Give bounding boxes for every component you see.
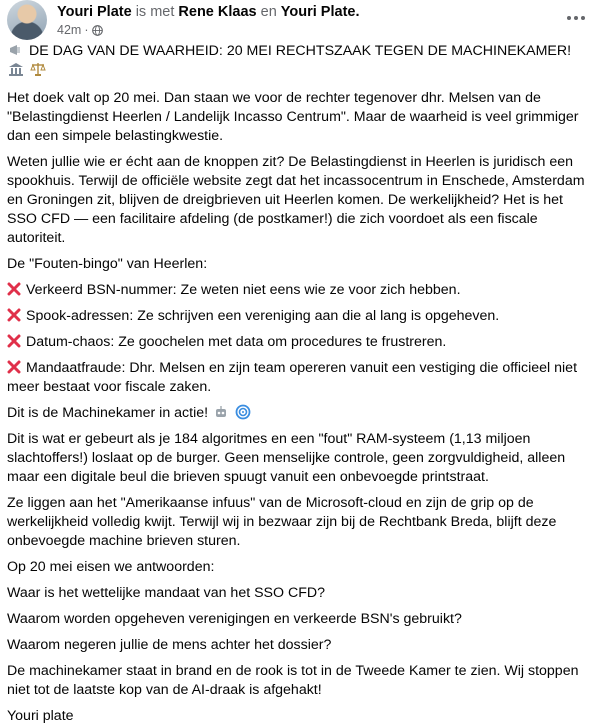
more-options-icon[interactable] [562, 6, 590, 30]
bingo-text: Spook-adressen: Ze schrijven een vereniging aan die al lang is opgeheven. [26, 308, 500, 324]
signature: Youri plate [7, 708, 74, 724]
bingo-item [7, 281, 592, 300]
headline-line [7, 42, 592, 80]
cross-mark-icon [7, 334, 21, 348]
cross-mark-icon [7, 360, 21, 374]
meta-separator: · [84, 23, 89, 37]
and-text: en [260, 4, 277, 20]
paragraph-4: Ze liggen aan het "Amerikaanse infuus" van de Microsoft-cloud en zijn de grip op de werkelijkheid volledig kwijt. Terwijl wij in bezwaar zijn bij de Rechtbank Breda, blijft deze onbevoegde machine brieven sturen. [7, 495, 557, 549]
cyclone-icon [235, 404, 251, 420]
avatar[interactable] [7, 0, 47, 40]
timestamp[interactable]: 42m [57, 23, 82, 37]
paragraph-6: De machinekamer staat in brand en de rook is tot in de Tweede Kamer te zien. Wij stoppen niet tot de laatste kop van de AI-draak is afgehakt! [7, 663, 579, 698]
cross-mark-icon [7, 282, 21, 296]
tagged-person-1[interactable]: Rene Klaas [178, 4, 257, 20]
robot-icon [213, 404, 229, 420]
globe-icon[interactable] [92, 25, 103, 36]
machine-line [7, 404, 592, 423]
post-meta [57, 22, 103, 38]
bingo-item [7, 359, 592, 397]
bingo-text: Verkeerd BSN-nummer: Ze weten niet eens wie ze voor zich hebben. [26, 282, 461, 298]
author-line [57, 3, 360, 21]
paragraph-2: Weten jullie wie er écht aan de knoppen zit? De Belastingdienst in Heerlen is juridisch een spookhuis. Terwijl de officiële website zegt dat het incassocentrum in Enschede, Amsterdam en Groningen zit, blijven de dreigbrieven uit Heerlen komen. De werkelijkheid? Het is het SSO CFD — een facilitaire afdeling (de postkamer!) die zich voordoet als een fiscale autoriteit. [7, 154, 585, 246]
post-header [7, 0, 592, 42]
court-building-icon [8, 61, 24, 77]
paragraph-3: Dit is wat er gebeurt als je 184 algoritmes en een "fout" RAM-systeem (1,13 miljoen slachtoffers!) loslaat op de burger. Geen menselijke controle, geen zorgvuldigheid, alleen maar een digitale beul die brieven spuugt vanuit een onbevoegde printstraat. [7, 431, 566, 485]
paragraph-1: Het doek valt op 20 mei. Dan staan we voor de rechter tegenover dhr. Melsen van de "Belastingdienst Heerlen / Landelijk Incasso Centrum". Maar de waarheid is veel grimmiger dan een simpele belastingkwestie. [7, 90, 579, 144]
bingo-title: De "Fouten-bingo" van Heerlen: [7, 256, 208, 272]
machine-text: Dit is de Machinekamer in actie! [7, 405, 209, 421]
scales-icon [30, 61, 46, 77]
cross-mark-icon [7, 308, 21, 322]
megaphone-icon [8, 42, 24, 58]
bingo-text: Mandaatfraude: Dhr. Melsen en zijn team opereren vanuit een vestiging die officieel niet meer bestaat voor fiscale zaken. [7, 360, 578, 395]
author-name[interactable]: Youri Plate [57, 4, 132, 20]
tagged-person-2[interactable]: Youri Plate. [280, 4, 360, 20]
question-3: Waarom negeren jullie de mens achter het dossier? [7, 637, 332, 653]
question-2: Waarom worden opgeheven verenigingen en verkeerde BSN's gebruikt? [7, 611, 462, 627]
bingo-item [7, 333, 592, 352]
bingo-item [7, 307, 592, 326]
paragraph-5: Op 20 mei eisen we antwoorden: [7, 559, 215, 575]
with-text: is met [135, 4, 175, 20]
headline: DE DAG VAN DE WAARHEID: 20 MEI RECHTSZAAK TEGEN DE MACHINEKAMER! [28, 43, 572, 59]
bingo-text: Datum-chaos: Ze goochelen met data om procedures te frustreren. [26, 334, 447, 350]
post-body [7, 42, 592, 726]
question-1: Waar is het wettelijke mandaat van het SSO CFD? [7, 585, 326, 601]
